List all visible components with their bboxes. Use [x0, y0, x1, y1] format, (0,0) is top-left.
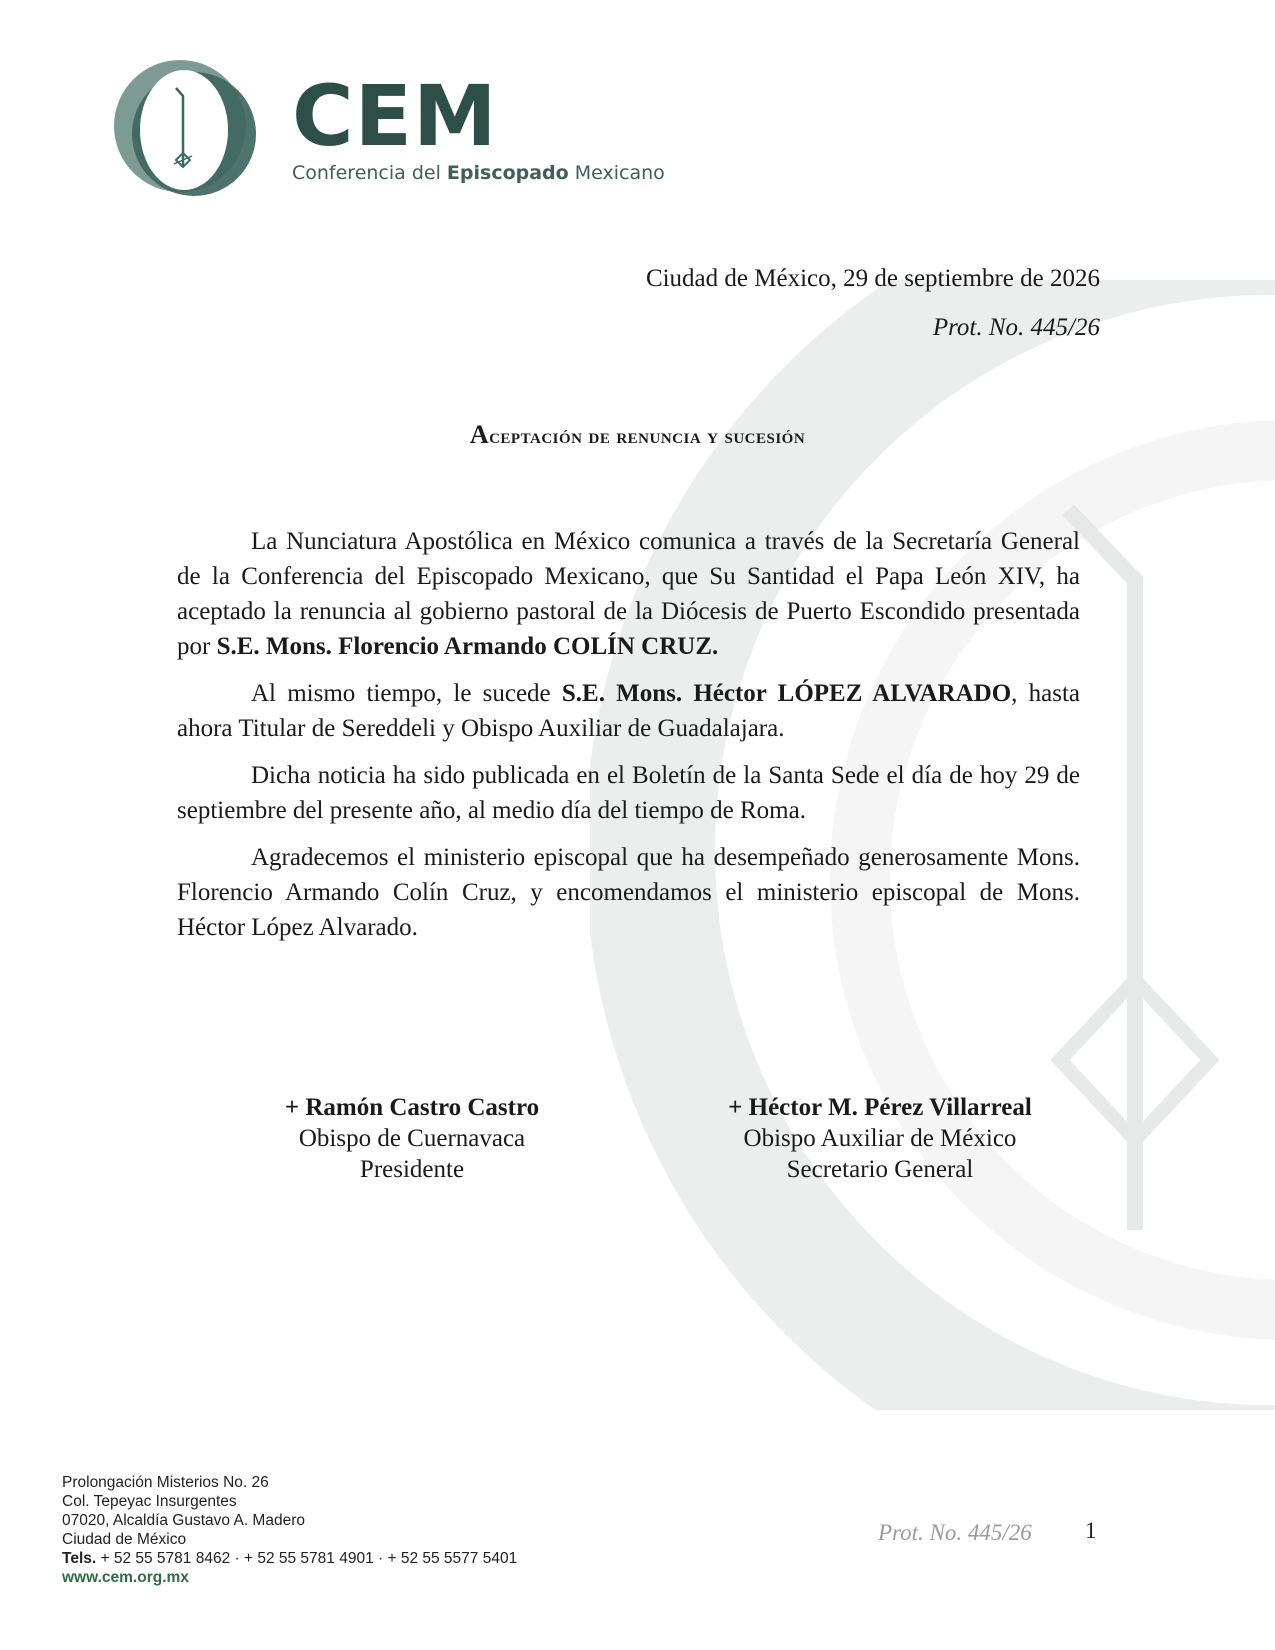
document-title	[0, 420, 1275, 450]
p1-bold-name: S.E. Mons. Florencio Armando COLÍN CRUZ.	[216, 633, 719, 660]
logo-name-part2: Mexicano	[568, 162, 665, 184]
tels-numbers: + 52 55 5781 8462 · + 52 55 5781 4901 · + 52 55 5577 5401	[96, 1550, 518, 1567]
signer-name: + Ramón Castro Castro	[284, 1094, 540, 1121]
title-initial: A	[469, 420, 490, 449]
signer-title: Obispo Auxiliar de México	[743, 1125, 1017, 1152]
p2-text-start: Al mismo tiempo, le sucede	[251, 680, 562, 707]
paragraph-4: Agradecemos el ministerio episcopal que ha desempeñado generosamente Mons. Florencio Armando Colín Cruz, y encomendamos el ministerio episcopal de Mons. Héctor López Alvarado.	[177, 844, 1080, 941]
address-line: Col. Tepeyac Insurgentes	[62, 1493, 237, 1510]
logo-fullname	[292, 162, 665, 184]
address-line: Prolongación Misterios No. 26	[62, 1474, 269, 1491]
address-line: 07020, Alcaldía Gustavo A. Madero	[62, 1512, 305, 1529]
signature-president	[262, 1092, 562, 1185]
phone-line	[62, 1549, 517, 1568]
tels-label: Tels.	[62, 1550, 97, 1567]
paragraph-3: Dicha noticia ha sido publicada en el Boletín de la Santa Sede el día de hoy 29 de septiembre del presente año, al medio día del tiempo de Roma.	[177, 762, 1080, 824]
paragraph-2	[177, 676, 1080, 746]
paragraph-1	[177, 524, 1080, 664]
protocol-number: Prot. No. 445/26	[932, 314, 1100, 341]
logo-name-part1: Conferencia del	[292, 162, 447, 184]
signer-name: + Héctor M. Pérez Villarreal	[728, 1094, 1032, 1121]
logo-name-bold: Episcopado	[446, 162, 569, 184]
letter-body	[177, 524, 1080, 957]
signer-role: Presidente	[359, 1156, 465, 1183]
p2-text-end: , hasta ahora Titular de Sereddeli y Obispo Auxiliar de Guadalajara.	[177, 680, 1080, 742]
signature-secretary	[700, 1092, 1060, 1185]
footer-address	[62, 1473, 517, 1587]
footer-protocol: Prot. No. 445/26	[878, 1520, 1032, 1545]
title-rest: ceptación de renuncia y sucesión	[489, 423, 806, 448]
cem-logo-icon	[112, 54, 262, 204]
p2-bold-name: S.E. Mons. Héctor LÓPEZ ALVARADO	[561, 680, 1012, 707]
address-line: Ciudad de México	[62, 1531, 187, 1548]
logo-wordmark	[292, 67, 665, 184]
website-link[interactable]: www.cem.org.mx	[62, 1569, 189, 1586]
logo-acronym: CEM	[292, 67, 498, 165]
dateline: Ciudad de México, 29 de septiembre de 2026	[645, 265, 1100, 292]
page-number: 1	[1085, 1518, 1097, 1543]
p1-text: La Nunciatura Apostólica en México comunica a través de la Secretaría General de la Conferencia del Episcopado Mexicano, que Su Santidad el Papa León XIV, ha aceptado la renuncia al gobierno pastoral de la Diócesis de Puerto Escondido presentada por	[177, 528, 1080, 660]
signer-title: Obispo de Cuernavaca	[298, 1125, 526, 1152]
signer-role: Secretario General	[786, 1156, 974, 1183]
